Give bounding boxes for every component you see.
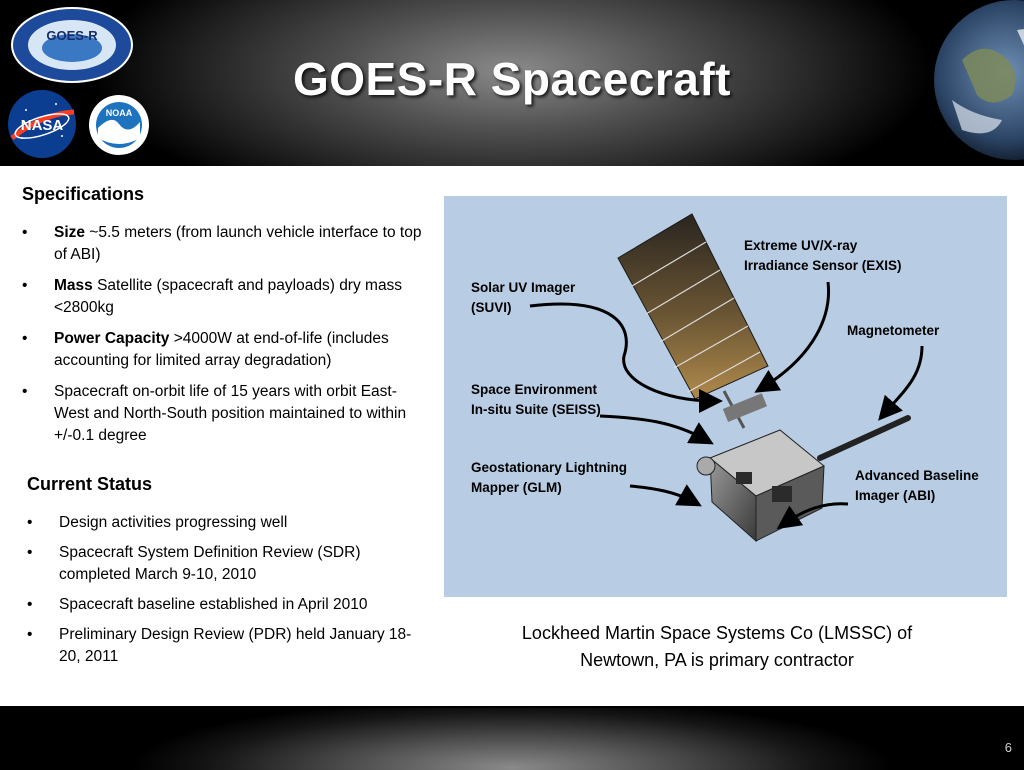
page-title: GOES-R Spacecraft: [293, 53, 731, 105]
suvi-label: Solar UV Imager (SUVI): [471, 280, 576, 315]
goes-logo-text: GOES-R: [46, 28, 98, 43]
abi-label: Advanced Baseline Imager (ABI): [855, 468, 979, 503]
list-item: • Preliminary Design Review (PDR) held January 18-20, 2011: [27, 626, 412, 665]
glm-arrow: [630, 486, 694, 502]
current-status-list: [27, 512, 422, 676]
current-status-heading: Current Status: [27, 474, 153, 494]
list-item: • Design activities progressing well: [27, 514, 288, 531]
magnetometer-arrow: [884, 346, 922, 414]
earth-globe-image: [932, 0, 1024, 166]
spacecraft-bus: [697, 393, 824, 541]
list-item: • Power Capacity >4000W at end-of-life (includes accounting for limited array degradation): [22, 330, 389, 369]
noaa-logo-text: NOAA: [105, 108, 133, 118]
nasa-logo-text: NASA: [20, 117, 64, 134]
specifications-heading: Specifications: [22, 184, 145, 204]
footer-bar: [0, 706, 1024, 770]
figure-caption: Lockheed Martin Space Systems Co (LMSSC) of Newtown, PA is primary contractor: [521, 623, 913, 670]
title-banner: [0, 0, 1024, 166]
glm-label: Geostationary Lightning Mapper (GLM): [471, 460, 628, 495]
exis-arrow: [762, 282, 829, 388]
spacecraft-figure: [444, 196, 1007, 597]
specifications-list: [22, 222, 422, 456]
list-item: • Spacecraft System Definition Review (SDR) completed March 9-10, 2010: [27, 544, 361, 583]
page-number: 6: [1004, 740, 1012, 755]
exis-label: Extreme UV/X-ray Irradiance Sensor (EXIS): [744, 238, 902, 273]
list-item: • Spacecraft baseline established in April 2010: [27, 596, 368, 613]
seiss-label: Space Environment In-situ Suite (SEISS): [471, 382, 601, 417]
magnetometer-label: Magnetometer: [847, 323, 940, 338]
magnetometer-boom: [820, 418, 908, 458]
seiss-arrow: [600, 416, 706, 440]
list-item: • Mass Satellite (spacecraft and payloads) dry mass <2800kg: [22, 277, 403, 316]
list-item: • Size ~5.5 meters (from launch vehicle interface to top of ABI): [22, 224, 422, 263]
list-item: • Spacecraft on-orbit life of 15 years with orbit East-West and North-South position maintained to within +/-0.1 degree: [22, 383, 407, 444]
